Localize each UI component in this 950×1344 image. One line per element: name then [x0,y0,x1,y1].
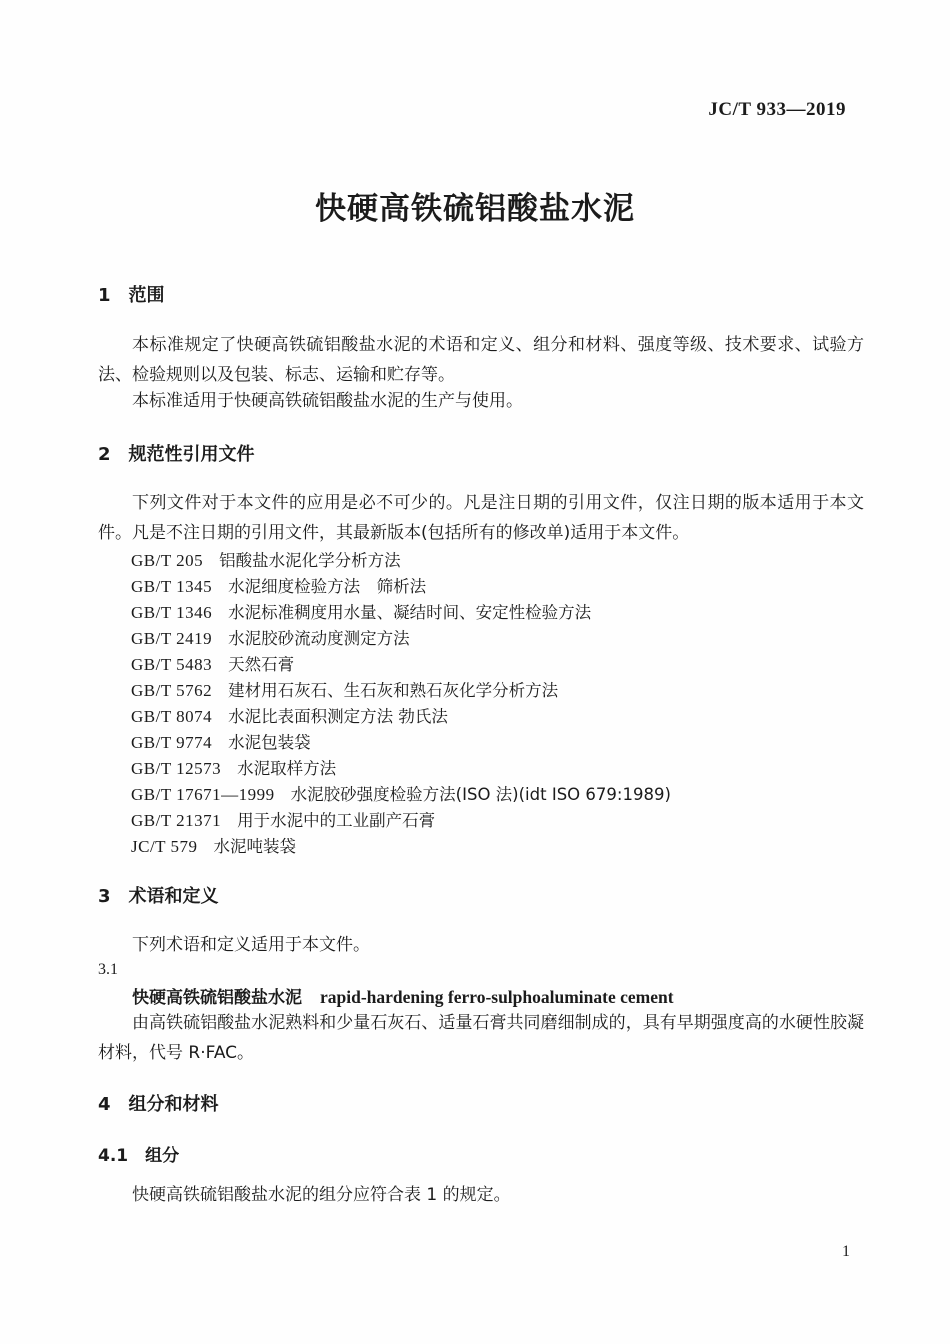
reference-item [131,782,864,808]
section-4-paragraph-1: 快硬高铁硫铝酸盐水泥的组分应符合表 1 的规定。 [132,1185,511,1205]
document-title: 快硬高铁硫铝酸盐水泥 [315,191,635,227]
reference-code: GB/T 12573 [131,759,222,778]
reference-code: GB/T 2419 [131,629,213,648]
reference-item [131,756,864,782]
standard-code: JC/T 933—2019 [708,99,846,120]
section-1-paragraph-2: 本标准适用于快硬高铁硫铝酸盐水泥的生产与使用。 [132,391,523,411]
reference-item [131,834,864,860]
section-1-paragraph-1: 本标准规定了快硬高铁硫铝酸盐水泥的术语和定义、组分和材料、强度等级、技术要求、试验方法、检验规则以及包装、标志、运输和贮存等。 [98,335,864,385]
reference-title: 水泥标准稠度用水量、凝结时间、安定性检验方法 [228,603,592,622]
section-4-1-heading: 4.1 组分 [98,1146,180,1166]
reference-title: 水泥包装袋 [228,733,311,752]
reference-code: GB/T 17671—1999 [131,785,275,804]
reference-item [131,704,864,730]
term-chinese: 快硬高铁硫铝酸盐水泥 [132,988,302,1008]
section-1-heading: 1 范围 [98,285,165,306]
reference-item [131,678,864,704]
reference-code: GB/T 205 [131,551,204,570]
reference-item [131,600,864,626]
reference-title: 天然石膏 [228,655,295,674]
section-3-intro: 下列术语和定义适用于本文件。 [132,935,370,955]
section-2-heading: 2 规范性引用文件 [98,444,255,465]
reference-code: GB/T 9774 [131,733,213,752]
reference-code: GB/T 1346 [131,603,213,622]
reference-item [131,730,864,756]
section-2-paragraph-1: 下列文件对于本文件的应用是必不可少的。凡是注日期的引用文件，仅注日期的版本适用于本文件。凡是不注日期的引用文件，其最新版本(包括所有的修改单)适用于本文件。 [98,493,864,543]
reference-title: 铝酸盐水泥化学分析方法 [219,551,401,570]
reference-title: 水泥胶砂流动度测定方法 [228,629,410,648]
reference-title: 水泥比表面积测定方法 勃氏法 [228,707,448,726]
term-definition-line [98,986,864,1009]
reference-item [131,548,864,574]
clause-number-3-1: 3.1 [98,961,118,978]
reference-item [131,652,864,678]
reference-item [131,808,864,834]
reference-title: 水泥吨装袋 [213,837,297,856]
reference-title: 水泥取样方法 [237,759,337,778]
reference-code: GB/T 8074 [131,707,213,726]
reference-code: JC/T 579 [131,837,198,856]
reference-title: 用于水泥中的工业副产石膏 [237,811,436,830]
section-4-heading: 4 组分和材料 [98,1094,219,1115]
reference-code: GB/T 21371 [131,811,222,830]
normative-references-list [98,548,864,860]
term-definition-text: 由高铁硫铝酸盐水泥熟料和少量石灰石、适量石膏共同磨细制成的，具有早期强度高的水硬性胶凝材料，代号 R·FAC。 [98,1013,864,1063]
term-english: rapid-hardening ferro-sulphoaluminate cement [320,987,674,1007]
section-3-heading: 3 术语和定义 [98,886,219,907]
reference-code: GB/T 1345 [131,577,213,596]
page-number: 1 [842,1243,850,1260]
reference-code: GB/T 5483 [131,655,213,674]
reference-title: 水泥胶砂强度检验方法(ISO 法)(idt ISO 679:1989) [290,785,671,804]
reference-code: GB/T 5762 [131,681,213,700]
reference-item [131,626,864,652]
reference-title: 水泥细度检验方法 筛析法 [228,577,427,596]
reference-title: 建材用石灰石、生石灰和熟石灰化学分析方法 [228,681,559,700]
reference-item [131,574,864,600]
